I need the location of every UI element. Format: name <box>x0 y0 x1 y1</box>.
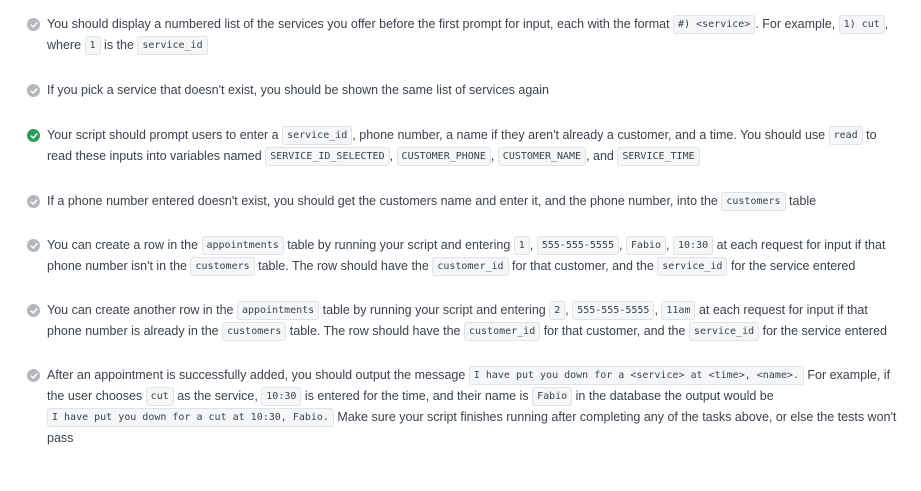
checklist-item-text <box>47 194 816 208</box>
text-fragment: Make sure your script finishes running after completing any of the tasks above, or else the tests won't pass <box>47 410 897 445</box>
inline-code: 555-555-5555 <box>537 236 619 255</box>
text-fragment: After an appointment is successfully added, you should output the message <box>47 368 469 382</box>
inline-code: customer_id <box>464 322 540 341</box>
text-fragment: for that customer, and the <box>508 259 658 273</box>
text-fragment: , <box>666 238 673 252</box>
text-fragment: in the database the output would be <box>572 389 774 403</box>
text-fragment: to read these inputs into variables named <box>47 128 877 163</box>
inline-code: appointments <box>202 236 284 255</box>
inline-code: 2 <box>549 301 565 320</box>
text-fragment: If you pick a service that doesn't exist, you should be shown the same list of services again <box>47 83 549 97</box>
text-fragment: table. The row should have the <box>286 324 464 338</box>
text-fragment: , phone number, a name if they aren't already a customer, and a time. You should use <box>352 128 829 142</box>
text-fragment: table by running your script and entering <box>319 303 550 317</box>
inline-code: customers <box>222 322 286 341</box>
text-fragment: is entered for the time, and their name is <box>301 389 533 403</box>
text-fragment: for that customer, and the <box>540 324 689 338</box>
check-circle-icon <box>27 239 40 252</box>
text-fragment: at each request for input if that phone number is already in the <box>47 303 868 338</box>
text-fragment: table <box>785 194 817 208</box>
text-fragment: Your script should prompt users to enter a <box>47 128 283 142</box>
inline-code: I have put you down for a cut at 10:30, Fabio. <box>47 408 334 427</box>
check-circle-icon <box>27 195 40 208</box>
text-fragment: table. The row should have the <box>254 259 433 273</box>
checklist-item <box>27 80 897 101</box>
text-fragment: You can create a row in the <box>47 238 202 252</box>
inline-code: cut <box>146 387 174 406</box>
inline-code: appointments <box>237 301 319 320</box>
checklist-item <box>27 14 897 56</box>
checklist-item-text <box>47 83 549 97</box>
text-fragment: , <box>565 303 573 317</box>
text-fragment: . For example, <box>755 17 839 31</box>
checklist-item-text <box>47 17 888 52</box>
text-fragment: is the <box>100 38 138 52</box>
checklist-item <box>27 125 897 167</box>
inline-code: customer_id <box>432 257 508 276</box>
text-fragment: table by running your script and entering <box>283 238 514 252</box>
inline-code: customers <box>721 192 785 211</box>
text-fragment: You should display a numbered list of the services you offer before the first prompt for input, each with the format <box>47 17 674 31</box>
inline-code: customers <box>190 257 254 276</box>
text-fragment: For example, if the user chooses <box>47 368 891 403</box>
text-fragment: , <box>389 149 397 163</box>
text-fragment: , where <box>47 17 889 52</box>
text-fragment: If a phone number entered doesn't exist, you should get the customers name and enter it, and the phone number, into the <box>47 194 722 208</box>
checklist-item-text <box>47 238 885 273</box>
checklist-item <box>27 365 897 449</box>
checklist-item <box>27 235 897 277</box>
inline-code: 555-555-5555 <box>572 301 654 320</box>
inline-code: I have put you down for a <service> at <time>, <name>. <box>469 366 804 385</box>
inline-code: service_id <box>689 322 759 341</box>
checklist-item-text <box>47 128 877 163</box>
text-fragment: , and <box>586 149 618 163</box>
text-fragment: You can create another row in the <box>47 303 237 317</box>
check-circle-icon <box>27 84 40 97</box>
checklist-item-text <box>47 303 887 338</box>
text-fragment: as the service, <box>173 389 262 403</box>
inline-code: service_id <box>137 36 207 55</box>
text-fragment: , <box>618 238 626 252</box>
inline-code: service_id <box>657 257 727 276</box>
check-circle-icon <box>27 369 40 382</box>
inline-code: Fabio <box>532 387 572 406</box>
inline-code: Fabio <box>626 236 666 255</box>
text-fragment: , <box>654 303 662 317</box>
inline-code: CUSTOMER_NAME <box>498 147 586 166</box>
check-circle-icon <box>27 18 40 31</box>
text-fragment: for the service entered <box>727 259 856 273</box>
inline-code: service_id <box>282 126 352 145</box>
check-circle-icon <box>27 304 40 317</box>
checklist-item <box>27 300 897 342</box>
inline-code: 1 <box>85 36 101 55</box>
text-fragment: for the service entered <box>759 324 887 338</box>
inline-code: 1 <box>514 236 530 255</box>
inline-code: CUSTOMER_PHONE <box>397 147 491 166</box>
inline-code: 10:30 <box>261 387 301 406</box>
inline-code: SERVICE_TIME <box>617 147 699 166</box>
check-circle-icon <box>27 129 40 142</box>
inline-code: read <box>829 126 863 145</box>
test-checklist <box>27 14 897 472</box>
inline-code: 10:30 <box>673 236 713 255</box>
text-fragment: , <box>490 149 498 163</box>
inline-code: 1) cut <box>839 15 885 34</box>
text-fragment: , <box>529 238 537 252</box>
inline-code: SERVICE_ID_SELECTED <box>265 147 389 166</box>
inline-code: #) <service> <box>673 15 755 34</box>
text-fragment: at each request for input if that phone number isn't in the <box>47 238 886 273</box>
checklist-item-text <box>47 368 896 445</box>
checklist-item <box>27 191 897 212</box>
inline-code: 11am <box>661 301 695 320</box>
